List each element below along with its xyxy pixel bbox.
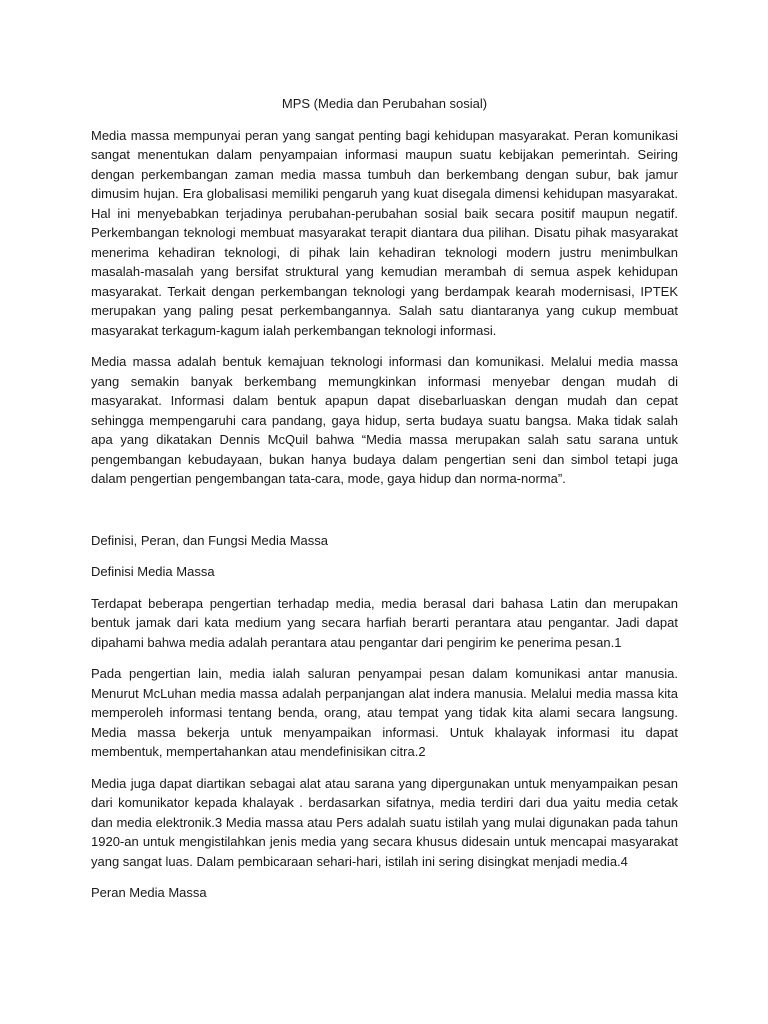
subheading-definisi: Definisi Media Massa — [91, 564, 215, 579]
section-spacer — [91, 501, 678, 531]
section-heading: Definisi, Peran, dan Fungsi Media Massa — [91, 532, 329, 548]
intro-paragraph-1: Media massa mempunyai peran yang sangat penting bagi kehidupan masyarakat. Peran komunikasi sangat menentukan dalam penyampaian informasi maupun suatu kebijakan pemerintah. Seiring dengan perkembangan zaman media massa tumbuh dan berkembang dengan subur, bak jamur dimusim hujan. Era globalisasi memiliki pengaruh yang kuat disegala dimensi kehidupan masyarakat. Hal ini menyebabkan terjadinya perubahan-perubahan sosial baik secara positif maupun negatif. Perkembangan teknologi membuat masyarakat terapit diantara dua pilihan. Disatu pihak masyarakat menerima kehadiran teknologi, di pihak lain kehadiran teknologi modern justru menimbulkan masalah-masalah yang bersifat struktural yang kemudian merambah di semua aspek kehidupan masyarakat. Terkait dengan perkembangan teknologi yang berdampak kearah modernisasi, IPTEK merupakan yang paling pesat perkembangannya. Salah satu diantaranya yang cukup membuat masyarakat terkagum-kagum ialah perkembangan teknologi informasi. — [91, 127, 678, 338]
definisi-paragraph-2: Pada pengertian lain, media ialah saluran penyampai pesan dalam komunikasi antar manusia. Menurut McLuhan media massa adalah perpanjangan alat indera manusia. Melalui media massa kita memperoleh informasi tentang benda, orang, atau tempat yang tidak kita alami secara langsung. Media massa bekerja untuk menyampaikan informasi. Untuk khalayak informasi itu dapat membentuk, mempertahankan atau mendefinisikan citra.2 — [91, 666, 678, 759]
subheading-peran: Peran Media Massa — [91, 885, 207, 900]
definisi-paragraph-1: Terdapat beberapa pengertian terhadap media, media berasal dari bahasa Latin dan merupakan bentuk jamak dari kata medium yang secara harfiah berarti perantara atau pengantar. Jadi dapat dipahami bahwa media adalah perantara atau pengantar dari pengirim ke penerima pesan.1 — [91, 595, 678, 650]
document-body — [91, 94, 678, 915]
definisi-paragraph-3: Media juga dapat diartikan sebagai alat atau sarana yang dipergunakan untuk menyampaikan pesan dari komunikator kepada khalayak . berdasarkan sifatnya, media terdiri dari dua yaitu media cetak dan media elektronik.3 Media massa atau Pers adalah suatu istilah yang mulai digunakan pada tahun 1920-an untuk mengistilahkan jenis media yang secara khusus didesain untuk mencapai masyarakat yang sangat luas. Dalam pembicaraan sehari-hari, istilah ini sering disingkat menjadi media.4 — [91, 775, 678, 869]
document-title: MPS (Media dan Perubahan sosial) — [281, 96, 488, 111]
intro-paragraph-2: Media massa adalah bentuk kemajuan teknologi informasi dan komunikasi. Melalui media massa yang semakin banyak berkembang memungkinkan informasi menyebar dengan mudah di masyarakat. Informasi dalam bentuk apapun dapat disebarluaskan dengan mudah dan cepat sehingga mempengaruhi cara pandang, gaya hidup, serta budaya suatu bangsa. Maka tidak salah apa yang dikatakan Dennis McQuil bahwa “Media massa merupakan salah satu sarana untuk pengembangan kebudayaan, bukan hanya budaya dalam pengertian seni dan simbol tetapi juga dalam pengertian pengembangan tata-cara, mode, gaya hidup dan norma-norma”. — [91, 354, 678, 486]
